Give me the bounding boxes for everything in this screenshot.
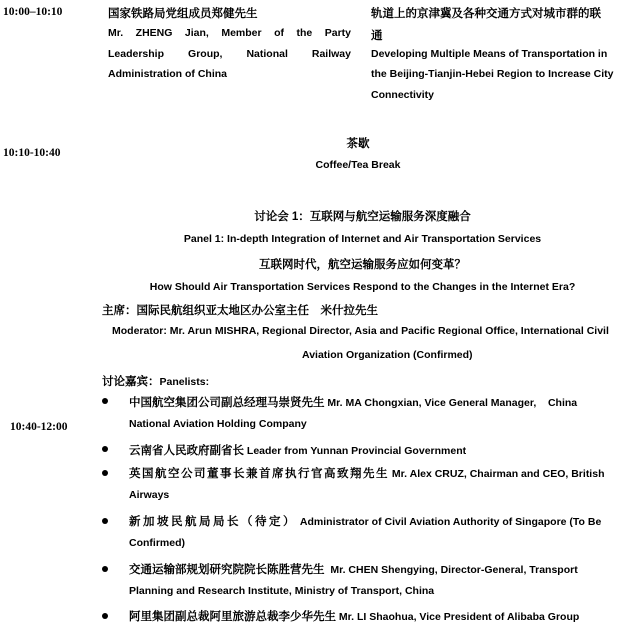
panel-time: 10:40-12:00 (10, 421, 68, 433)
moderator-cn: 主席：国际民航组织亚太地区办公室主任 米什拉先生 (102, 305, 378, 317)
panelist-name-en: Mr. Alex CRUZ, Chairman and CEO, British (389, 468, 605, 480)
speaker-title-en: Mr. ZHENG Jian, Member of the Party (108, 27, 351, 39)
panelist-name-cn: 英国航空公司董事长兼首席执行官高致翔先生 (129, 468, 389, 480)
break-title-cn: 茶歇 (346, 138, 370, 150)
panelist-name-cn: 阿里集团副总裁阿里旅游总裁李少华先生 (129, 611, 336, 623)
panelist-name-cn: 交通运输部规划研究院院长陈胜营先生 (129, 564, 325, 576)
panelists-label (102, 372, 209, 390)
panelist-name-en: National Aviation Holding Company (129, 418, 307, 430)
panelist-name-en: Airways (129, 489, 170, 501)
panelist-item (129, 393, 577, 411)
bullet-icon (102, 613, 108, 619)
topic-title-en: Connectivity (371, 89, 435, 101)
topic-title-cn: 轨道上的京津冀及各种交通方式对城市群的联 (371, 8, 601, 20)
panelist-item (129, 607, 579, 625)
panelist-name-en: Administrator of Civil Aviation Authority of Singapore (To Be (297, 516, 602, 528)
session-time: 10:00–10:10 (3, 6, 63, 18)
speaker-title-en: Leadership Group, National Railway (108, 48, 351, 60)
panelist-name-en: Confirmed) (129, 537, 185, 549)
break-title-en: Coffee/Tea Break (315, 159, 401, 171)
topic-title-en: Developing Multiple Means of Transportation in (371, 48, 608, 60)
bullet-icon (102, 398, 108, 404)
panelists-label-cn: 讨论嘉宾： (102, 376, 160, 388)
topic-title-cn: 通 (371, 30, 383, 42)
speaker-title-en: Administration of China (108, 68, 227, 80)
panelist-name-cn: 云南省人民政府副省长 (129, 445, 244, 457)
topic-title-en: the Beijing-Tianjin-Hebei Region to Increase City (371, 68, 614, 80)
panelists-label-en: Panelists: (159, 376, 210, 388)
panelist-item (129, 512, 601, 530)
panelist-item (129, 441, 466, 459)
panel-question-cn: 互联网时代，航空运输服务应如何变革？ (259, 259, 466, 271)
panelist-name-en: Leader from Yunnan Provincial Government (244, 445, 467, 457)
break-time: 10:10-10:40 (3, 147, 61, 159)
panelist-name-en: Mr. CHEN Shengying, Director-General, Transport (324, 564, 578, 576)
speaker-name-cn: 国家铁路局党组成员郑健先生 (108, 8, 258, 20)
panel-title-en: Panel 1: In-depth Integration of Internet and Air Transportation Services (183, 233, 542, 245)
bullet-icon (102, 566, 108, 572)
panel-title-cn: 讨论会 1：互联网与航空运输服务深度融合 (254, 211, 471, 223)
panelist-name-en: Mr. LI Shaohua, Vice President of Alibaba Group (336, 611, 580, 623)
panelist-item (129, 464, 604, 482)
bullet-icon (102, 470, 108, 476)
bullet-icon (102, 446, 108, 452)
moderator-en: Aviation Organization (Confirmed) (302, 349, 473, 361)
panelist-name-en: Planning and Research Institute, Ministry of Transport, China (129, 585, 435, 597)
panelist-name-cn: 新加坡民航局局长（待定） (129, 516, 297, 528)
panel-question-en: How Should Air Transportation Services Respond to the Changes in the Internet Era? (149, 281, 576, 293)
panelist-name-cn: 中国航空集团公司副总经理马崇贤先生 (129, 397, 325, 409)
moderator-en: Moderator: Mr. Arun MISHRA, Regional Director, Asia and Pacific Regional Office, International Civil (112, 325, 609, 337)
bullet-icon (102, 518, 108, 524)
panelist-item (129, 560, 578, 578)
panelist-name-en: Mr. MA Chongxian, Vice General Manager, China (324, 397, 578, 409)
